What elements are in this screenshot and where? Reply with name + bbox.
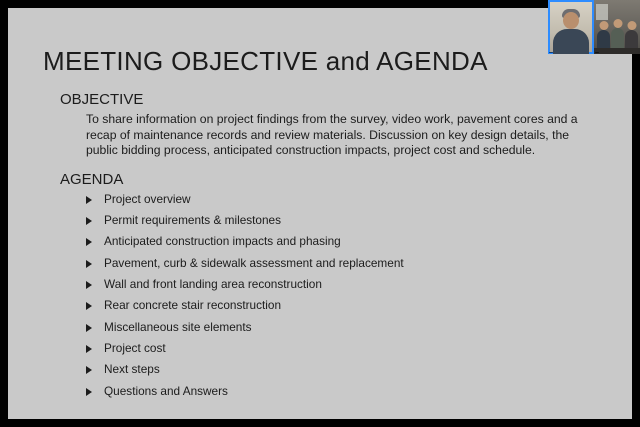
triangle-right-icon bbox=[86, 388, 92, 396]
list-item bbox=[86, 191, 602, 206]
agenda-item-label: Wall and front landing area reconstruction bbox=[104, 277, 322, 292]
agenda-item-label: Pavement, curb & sidewalk assessment and replacement bbox=[104, 255, 404, 270]
triangle-right-icon bbox=[86, 238, 92, 246]
list-item bbox=[86, 300, 602, 312]
list-item bbox=[86, 279, 602, 291]
conference-table bbox=[594, 48, 640, 54]
slide-content bbox=[8, 8, 632, 419]
shared-screen-slide[interactable] bbox=[8, 8, 632, 419]
avatar bbox=[625, 30, 638, 48]
list-item bbox=[86, 364, 602, 376]
avatar bbox=[553, 29, 589, 54]
triangle-right-icon bbox=[86, 345, 92, 353]
participant-tile[interactable] bbox=[548, 0, 594, 54]
agenda-heading: AGENDA bbox=[60, 170, 124, 188]
objective-heading: OBJECTIVE bbox=[60, 91, 144, 108]
agenda-item-label: Miscellaneous site elements bbox=[104, 319, 252, 334]
avatar bbox=[563, 12, 579, 29]
triangle-right-icon bbox=[86, 366, 92, 374]
participant-video-strip bbox=[548, 0, 640, 54]
participant-tile[interactable] bbox=[594, 0, 640, 54]
list-item bbox=[86, 340, 602, 355]
triangle-right-icon bbox=[86, 196, 92, 204]
list-item bbox=[86, 236, 602, 248]
participant-name bbox=[595, 52, 599, 53]
slide-title: MEETING OBJECTIVE and AGENDA bbox=[43, 46, 488, 76]
agenda-item-label: Permit requirements & milestones bbox=[104, 213, 282, 228]
agenda-item-label: Rear concrete stair reconstruction bbox=[104, 298, 282, 313]
triangle-right-icon bbox=[86, 260, 92, 268]
list-item bbox=[86, 215, 602, 227]
triangle-right-icon bbox=[86, 217, 92, 225]
list-item bbox=[86, 319, 602, 334]
triangle-right-icon bbox=[86, 302, 92, 310]
agenda-item-label: Anticipated construction impacts and phasing bbox=[104, 234, 341, 249]
triangle-right-icon bbox=[86, 281, 92, 289]
avatar bbox=[611, 28, 624, 48]
avatar bbox=[597, 30, 610, 48]
objective-text: To share information on project findings from the survey, video work, pavement cores and a recap of maintenance records and review materials. Discussion on key design details, the public bidding process, anticipated construction impacts, project cost and schedule. bbox=[86, 112, 578, 158]
background-window bbox=[596, 4, 608, 20]
participant-name bbox=[549, 52, 553, 53]
agenda-list bbox=[38, 191, 602, 398]
agenda-item-label: Project overview bbox=[104, 191, 191, 206]
agenda-item-label: Questions and Answers bbox=[104, 383, 228, 398]
list-item bbox=[86, 383, 602, 398]
triangle-right-icon bbox=[86, 324, 92, 332]
agenda-item-label: Next steps bbox=[104, 362, 160, 377]
list-item bbox=[86, 255, 602, 270]
agenda-item-label: Project cost bbox=[104, 340, 166, 355]
